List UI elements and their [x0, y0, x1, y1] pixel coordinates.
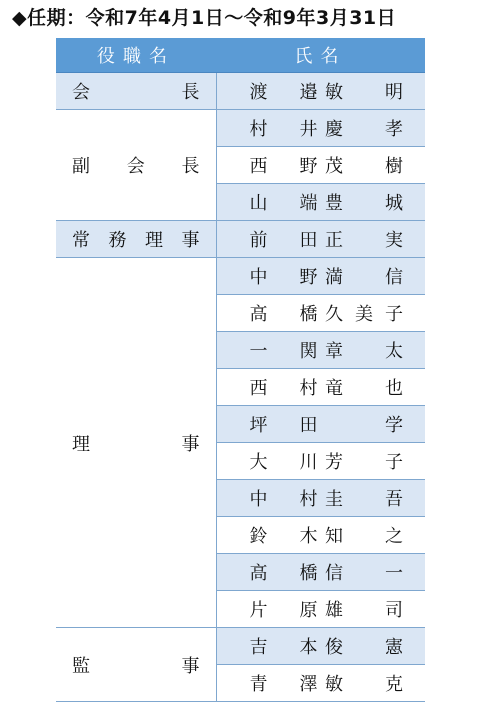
role-cell	[56, 73, 216, 110]
member-name-cell	[216, 591, 425, 628]
member-name-cell	[216, 73, 425, 110]
member-given-name: 章 太	[325, 341, 403, 362]
member-surname: 中 野	[249, 267, 318, 288]
member-given-name: 俊 憲	[325, 637, 403, 658]
member-name-cell	[216, 628, 425, 665]
member-given-name: 敏 明	[325, 82, 403, 103]
role-label	[72, 652, 200, 678]
member-given-name: 信 一	[325, 563, 403, 584]
role-char: 務	[108, 230, 127, 251]
member-given-name: 雄 司	[325, 600, 403, 621]
role-char: 事	[181, 433, 200, 455]
member-name-cell	[216, 332, 425, 369]
member-given-name: 学	[385, 415, 403, 436]
role-label	[72, 430, 200, 456]
role-char: 長	[181, 156, 200, 177]
role-char: 会	[126, 156, 145, 177]
table-row	[56, 258, 425, 295]
role-char: 事	[181, 230, 200, 251]
member-name-cell	[216, 480, 425, 517]
member-name-cell	[216, 443, 425, 480]
member-name-cell	[216, 221, 425, 258]
role-char: 長	[181, 82, 200, 103]
role-char: 副	[72, 156, 90, 177]
table-header-row	[56, 38, 425, 73]
member-name-cell	[216, 665, 425, 702]
member-surname: 鈴 木	[249, 526, 318, 547]
role-char: 事	[181, 655, 200, 677]
member-name-cell	[216, 110, 425, 147]
role-label	[72, 152, 200, 178]
member-surname: 渡 邉	[249, 82, 318, 103]
member-surname: 山 端	[249, 193, 318, 214]
role-char: 監	[72, 655, 90, 677]
table-row	[56, 221, 425, 258]
role-cell	[56, 221, 216, 258]
role-char: 常	[72, 230, 90, 251]
member-surname: 青 澤	[249, 674, 318, 695]
member-name-cell	[216, 295, 425, 332]
member-surname: 中 村	[249, 489, 318, 510]
role-char: 会	[72, 82, 90, 103]
officer-table-body	[56, 73, 425, 702]
member-surname: 一 関	[249, 341, 318, 362]
member-surname: 西 村	[249, 378, 318, 399]
member-surname: 村 井	[249, 119, 318, 140]
role-cell	[56, 110, 216, 221]
table-row	[56, 110, 425, 147]
term-heading: ◆任期：令和7年4月1日～令和9年3月31日	[12, 7, 397, 29]
member-surname: 西 野	[249, 156, 318, 177]
member-name-cell	[216, 184, 425, 221]
role-char: 理	[72, 433, 90, 455]
role-cell	[56, 258, 216, 628]
header-name: 氏名	[216, 38, 425, 73]
role-label	[72, 226, 200, 252]
member-given-name: 茂 樹	[325, 156, 403, 177]
member-given-name: 知 之	[325, 526, 403, 547]
role-cell	[56, 628, 216, 702]
member-name-cell	[216, 258, 425, 295]
member-surname: 片 原	[249, 600, 318, 621]
member-given-name: 竜 也	[325, 378, 403, 399]
member-given-name: 正 実	[325, 230, 403, 251]
member-surname: 高 橋	[249, 304, 318, 325]
member-given-name: 豊 城	[325, 193, 403, 214]
officer-table	[56, 38, 425, 702]
member-given-name: 慶 孝	[325, 119, 403, 140]
member-surname: 大 川	[249, 452, 318, 473]
member-name-cell	[216, 406, 425, 443]
member-name-cell	[216, 554, 425, 591]
role-label	[72, 78, 200, 104]
member-surname: 前 田	[249, 230, 318, 251]
table-row	[56, 73, 425, 110]
member-surname: 高 橋	[249, 563, 318, 584]
header-role: 役職名	[56, 38, 216, 73]
role-char: 理	[145, 230, 163, 251]
member-given-name: 敏 克	[325, 674, 403, 695]
member-name-cell	[216, 147, 425, 184]
member-surname: 坪 田	[249, 415, 318, 436]
member-given-name: 圭 吾	[325, 489, 403, 510]
member-surname: 吉 本	[249, 637, 318, 658]
member-name-cell	[216, 369, 425, 406]
member-given-name: 芳 子	[325, 452, 403, 473]
member-name-cell	[216, 517, 425, 554]
table-row	[56, 628, 425, 665]
member-given-name: 満 信	[325, 267, 403, 288]
member-given-name: 久 美 子	[325, 304, 403, 325]
